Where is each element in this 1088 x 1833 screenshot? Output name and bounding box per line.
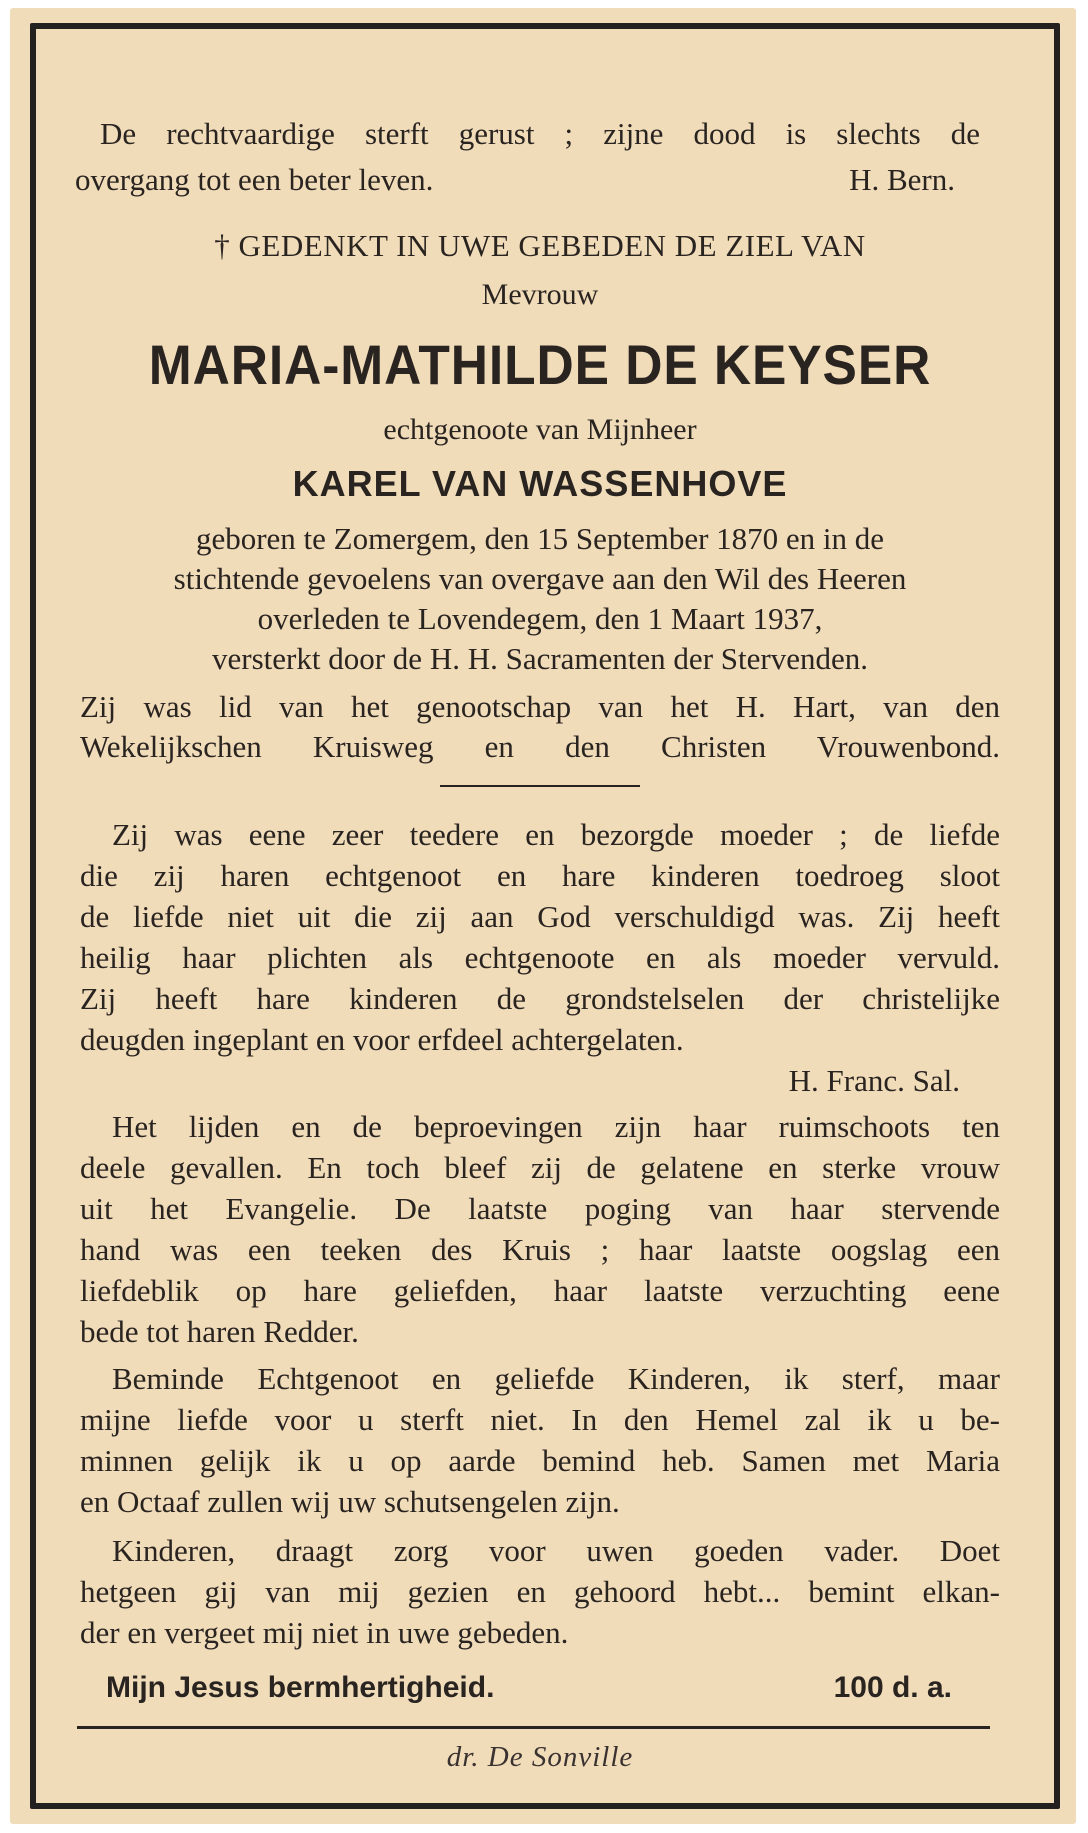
epigraph-author: H. Bern. [849,162,955,197]
bottom-rule [77,1726,990,1729]
epigraph-line-2 [75,160,955,200]
remembrance-heading [80,226,1000,266]
cross-icon: † [214,228,231,263]
paragraph-1-line-4: heilig haar plichten als echtgenoote en als moeder vervuld. [80,940,1000,975]
heading-text: GEDENKT IN UWE GEBEDEN DE ZIEL VAN [238,228,866,263]
paragraph-3-line-4: en Octaaf zullen wij uw schutsengelen zijn. [80,1484,620,1519]
paragraph-1-line-6: deugden ingeplant en voor erfdeel achtergelaten. [80,1022,684,1057]
paragraph-1-line-2: die zij haren echtgenoot en hare kinderen toedroeg sloot [80,858,1000,893]
biography-line-3: overleden te Lovendegem, den 1 Maart 1937, [257,601,823,636]
biography-line-2: stichtende gevoelens van overgave aan den Wil des Heeren [173,561,907,596]
paragraph-2-line-5: liefdeblik op hare geliefden, haar laatste verzuchting eene [80,1273,1000,1308]
paragraph-3-line-2: mijne liefde voor u sterft niet. In den Hemel zal ik u be- [80,1402,1000,1437]
paragraph-2-line-1: Het lijden en de beproevingen zijn haar ruimschoots ten [112,1109,1000,1144]
prayer-text: Mijn Jesus bermhertigheid. [106,1671,495,1704]
spouse-intro: echtgenoote van Mijnheer [383,413,697,446]
paragraph-4-line-3: der en vergeet mij niet in uwe gebeden. [80,1615,569,1650]
paragraph-4-line-1: Kinderen, draagt zorg voor uwen goeden vader. Doet [112,1533,1000,1568]
card-text [75,0,1000,1833]
deceased-name: MARIA-MATHILDE DE KEYSER [148,333,932,396]
epigraph-text: overgang tot een beter leven. [75,162,434,197]
printer-credit: dr. De Sonville [446,1741,634,1773]
paragraph-2-line-2: deele gevallen. En toch bleef zij de gelatene en sterke vrouw [80,1150,1000,1185]
paragraph-2-line-4: hand was een teeken des Kruis ; haar laatste oogslag een [80,1232,1000,1267]
biography-line-4: versterkt door de H. H. Sacramenten der Stervenden. [212,641,868,676]
prayer-line [106,1668,952,1708]
epigraph-line-1: De rechtvaardige sterft gerust ; zijne dood is slechts de [100,116,980,151]
spouse-name: KAREL VAN WASSENHOVE [292,463,788,504]
paragraph-3-line-3: minnen gelijk ik u op aarde bemind heb. Samen met Maria [80,1443,1000,1478]
indulgence-days: 100 d. a. [833,1671,952,1704]
paragraph-2-line-3: uit het Evangelie. De laatste poging van haar stervende [80,1191,1000,1226]
honorific-title: Mevrouw [481,278,599,311]
paragraph-1-line-3: de liefde niet uit die zij aan God verschuldigd was. Zij heeft [80,899,1000,934]
paragraph-2-line-6: bede tot haren Redder. [80,1314,359,1349]
paragraph-1-line-1: Zij was eene zeer teedere en bezorgde moeder ; de liefde [112,817,1000,852]
paragraph-1-line-5: Zij heeft hare kinderen de grondstelselen der christelijke [80,981,1000,1016]
biography-line-1: geboren te Zomergem, den 15 September 1870 en in de [195,521,885,556]
membership-line-1: Zij was lid van het genootschap van het H. Hart, van den [80,689,1000,724]
paragraph-4-line-2: hetgeen gij van mij gezien en gehoord hebt... bemint elkan- [80,1574,1000,1609]
paragraph-3-line-1: Beminde Echtgenoot en geliefde Kinderen, ik sterf, maar [112,1361,1000,1396]
paragraph-1-author: H. Franc. Sal. [788,1063,960,1098]
membership-line-2: Wekelijkschen Kruisweg en den Christen Vrouwenbond. [80,729,1000,764]
short-divider [440,785,640,787]
